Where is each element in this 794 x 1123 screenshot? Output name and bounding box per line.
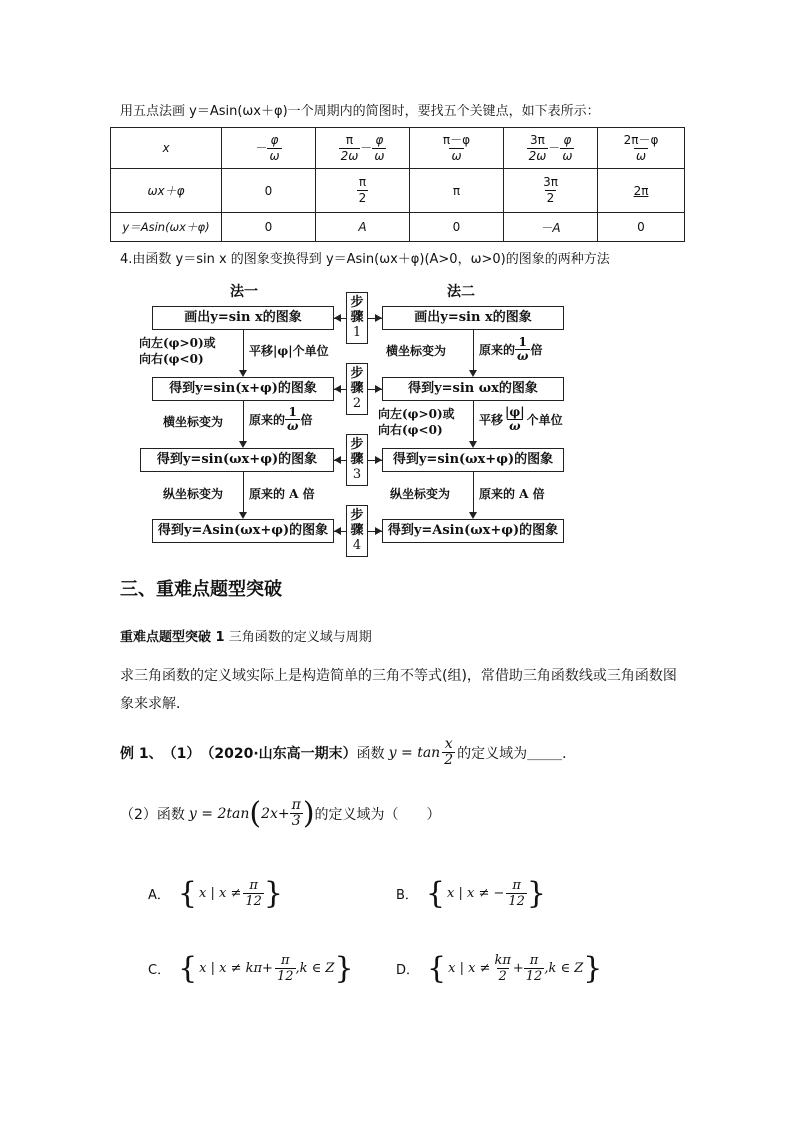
table-header-cell: ωx＋φ — [111, 169, 222, 213]
left-box-4: 得到y=Asin(ωx+φ)的图象 — [152, 519, 334, 543]
method1-title: 法一 — [230, 284, 258, 300]
item4-line: 4.由函数 y＝sin x 的图象变换得到 y＝Asin(ωx＋φ)(A>0，ω>0)的图象的两种方法 — [120, 252, 610, 267]
step-2: 步 骤 2 — [346, 363, 368, 415]
step-4: 步 骤 4 — [346, 505, 368, 557]
table-cell: 2π — [598, 169, 685, 213]
left-transform-2b: 原来的 $\frac{1}{\omega}$ 倍 — [249, 405, 313, 433]
table-cell: 0 — [598, 213, 685, 242]
table-cell: $\frac{\pi-\varphi}{\omega}$ — [410, 128, 504, 169]
right-box-4: 得到y=Asin(ωx+φ)的图象 — [382, 519, 564, 543]
right-box-1: 画出y=sin x的图象 — [382, 306, 564, 330]
section-title: 三、重难点题型突破 — [120, 579, 282, 600]
left-transform-3a: 纵坐标变为 — [163, 487, 224, 501]
method2-title: 法二 — [447, 284, 475, 300]
example1-part2: （2） 函数 y = 2tan ( 2x+ $\frac{\pi}{3}$ ) 的定义域为（ ） — [120, 795, 441, 831]
right-transform-2a2: 向右(φ<0) — [378, 423, 443, 437]
left-box-3: 得到y=sin(ωx+φ)的图象 — [140, 448, 334, 472]
topic-line: 重难点题型突破 1 三角函数的定义域与周期 — [120, 630, 372, 645]
table-cell: π — [410, 169, 504, 213]
left-box-1: 画出y=sin x的图象 — [152, 306, 334, 330]
left-box-2: 得到y=sin(x+φ)的图象 — [152, 377, 334, 401]
step-1: 步 骤 1 — [346, 292, 368, 344]
right-transform-1b: 原来的 $\frac{1}{\omega}$ 倍 — [479, 335, 543, 363]
right-transform-3a: 纵坐标变为 — [390, 487, 451, 501]
intro-line: 用五点法画 y＝Asin(ωx＋φ)一个周期内的简图时，要找五个关键点，如下表所示： — [120, 104, 600, 119]
table-cell: $\frac{\pi}{2\omega}$ － $\frac{\varphi}{\omega}$ — [316, 128, 410, 169]
option-b[interactable]: B． { x | x ≠ − $\frac{\pi}{12}$ } — [396, 875, 547, 911]
option-c[interactable]: C． { x | x ≠ kπ+ $\frac{\pi}{12}$ ,k ∈ Z } — [148, 950, 354, 986]
table-cell: 0 — [222, 213, 316, 242]
step-3: 步 骤 3 — [346, 434, 368, 486]
left-transform-2a: 横坐标变为 — [163, 415, 224, 429]
left-transform-3b: 原来的 A 倍 — [249, 487, 315, 501]
right-box-3: 得到y=sin(ωx+φ)的图象 — [382, 448, 564, 472]
left-transform-1b: 平移|φ|个单位 — [249, 344, 329, 358]
table-cell: $\frac{3\pi}{2\omega}$ － $\frac{\varphi}{\omega}$ — [504, 128, 598, 169]
right-transform-1a: 横坐标变为 — [386, 344, 447, 358]
right-transform-3b: 原来的 A 倍 — [479, 487, 545, 501]
left-transform-1a2: 向右(φ<0) — [139, 352, 204, 366]
table-cell: － $\frac{\varphi}{\omega}$ — [222, 128, 316, 169]
right-box-2: 得到y=sin ωx的图象 — [382, 377, 564, 401]
table-cell: $\frac{2\pi-\varphi}{\omega}$ — [598, 128, 685, 169]
topic-desc-line2: 象来求解． — [120, 696, 190, 712]
option-d[interactable]: D． { x | x ≠ $\frac{k\pi}{2}$ + $\frac{\pi}{12}$ ,k ∈ Z } — [396, 950, 603, 986]
left-transform-1a: 向左(φ>0)或 — [139, 336, 216, 350]
table-cell: 0 — [222, 169, 316, 213]
example1-part1: 例 1、 （1） （2020·山东高一期末） 函数 y = tan $\frac{x}{2}$ 的定义域为 _____ ． — [120, 736, 577, 768]
table-cell: $\frac{\pi}{2}$ — [316, 169, 410, 213]
table-cell: $\frac{3\pi}{2}$ — [504, 169, 598, 213]
topic-desc-line1: 求三角函数的定义域实际上是构造简单的三角不等式(组)，常借助三角函数线或三角函数图 — [120, 668, 677, 684]
option-a[interactable]: A． { x | x ≠ $\frac{\pi}{12}$ } — [148, 875, 283, 911]
answer-blank[interactable]: _____ — [527, 744, 563, 761]
table-cell: 0 — [410, 213, 504, 242]
table-header-cell: y＝Asin(ωx＋φ) — [111, 213, 222, 242]
table-header-cell: x — [111, 128, 222, 169]
right-transform-2b: 平移 $\frac{|\varphi|}{\omega}$ 个单位 — [479, 405, 563, 433]
table-cell: A — [316, 213, 410, 242]
table-cell: －A — [504, 213, 598, 242]
right-transform-2a: 向左(φ>0)或 — [378, 407, 455, 421]
